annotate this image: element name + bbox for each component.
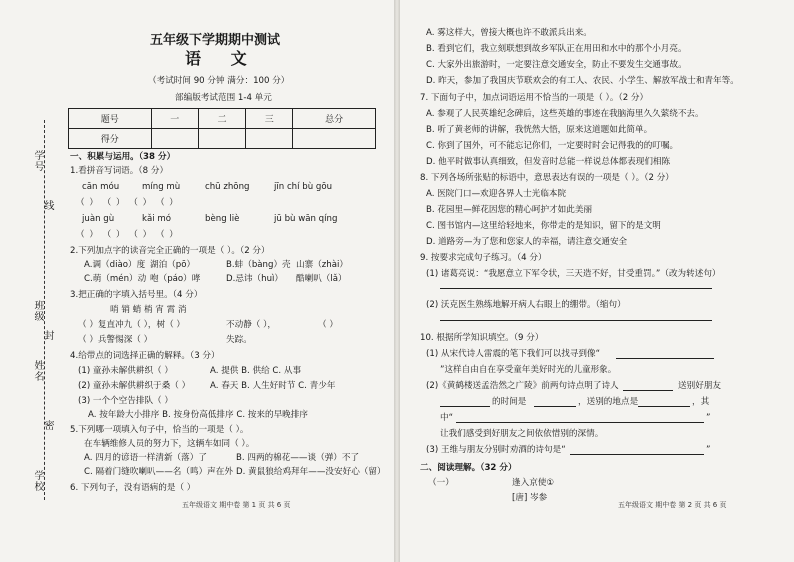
- q9-answer-line-1[interactable]: [440, 288, 712, 289]
- q10-item2-e: ，其: [692, 397, 710, 407]
- page-footer: 五年级语文 期中卷 第 2 页 共 6 页: [618, 501, 727, 509]
- pinyin: chū zhōng: [205, 182, 250, 192]
- q4-item3[interactable]: (3) 一个个空告排队（ ）: [78, 396, 173, 406]
- school-label: 学校: [32, 470, 43, 492]
- reading-part-one: （一）: [428, 478, 454, 488]
- q5-stem[interactable]: 在车辆维修人员的努力下，这辆车如同（ ）。: [84, 439, 255, 449]
- q4-item1[interactable]: (1) 童孙未解供耕织（ ）: [78, 366, 173, 376]
- q2-prompt: 2.下列加点字的读音完全正确的一项是（ ）。（2 分）: [70, 246, 270, 256]
- q2-option-d2: 酷喇叭（lǎ）: [296, 274, 347, 284]
- q7-option-d[interactable]: D. 他平时做事认真细致，但发音时总能一样说总体都表现们相陈: [426, 157, 671, 167]
- q3-prompt: 3.把正确的字填入括号里。（4 分）: [70, 290, 203, 300]
- poem-title: 逢入京使①: [512, 478, 555, 488]
- answer-brackets[interactable]: （ ） （ ） （ ） （ ）: [76, 198, 179, 208]
- q9-item1: (1) 诸葛亮说：“我愿意立下军令状，三天造不好，甘受重罚。”（改为转述句）: [426, 269, 721, 279]
- q3-line2[interactable]: （ ）兵警惕深（ ）: [78, 335, 153, 345]
- score-header-cell: 三: [246, 109, 293, 129]
- q4-item3-options: A. 按年龄大小排序 B. 按身份高低排序 C. 按来的早晚排序: [88, 410, 308, 420]
- q3-line2b: 失踪。: [226, 335, 252, 345]
- q1-prompt: 1.看拼音写词语。（8 分）: [70, 166, 169, 176]
- q10-item2: (2)《黄鹤楼送孟浩然之广陵》前两句诗点明了诗人: [426, 381, 619, 391]
- q5-prompt: 5.下列哪一项填入句子中，恰当的一项是（ ）。: [70, 425, 249, 435]
- right-page: [400, 0, 794, 562]
- subject-title: 语 文: [185, 49, 259, 68]
- q10-prompt: 10. 根据所学知识填空。（9 分）: [420, 333, 544, 343]
- exam-scope: 部编版考试范围 1-4 单元: [175, 93, 272, 103]
- q9-prompt: 9. 按要求完成句子练习。（4 分）: [420, 253, 547, 263]
- score-header-cell: 总分: [293, 109, 376, 129]
- score-header-cell: 题号: [69, 109, 152, 129]
- q2-option-c2: 咆（páo）哮: [150, 274, 201, 284]
- section-one-heading: 一、积累与运用。（38 分）: [70, 152, 176, 162]
- q9-item2: (2) 沃克医生熟练地解开病人右眼上的绷带。（缩句）: [426, 300, 626, 310]
- exam-title: 五年级下学期期中测试: [150, 33, 281, 48]
- q7-option-c[interactable]: C. 你到了国外，可不能忘记你们，一定要时时会记得我的的叮嘱。: [426, 141, 679, 151]
- pinyin: bèng liè: [205, 214, 240, 224]
- q3-line1b[interactable]: 不动静（ ），: [226, 320, 276, 330]
- q10-blank[interactable]: [534, 406, 576, 407]
- pinyin: jū bù wān qíng: [274, 214, 338, 224]
- score-row-label: 得分: [69, 129, 152, 149]
- q8-option-b[interactable]: B. 花园里—鲜花因您的精心呵护才如此美丽: [426, 205, 593, 215]
- q10-item2-f: 中“: [440, 413, 454, 423]
- q7-option-b[interactable]: B. 听了黄老师的讲解，我恍然大悟，原来这道题如此简单。: [426, 125, 653, 135]
- seal-word-seal: 封: [42, 330, 53, 341]
- q10-item2-g: ”: [706, 413, 711, 423]
- q6-prompt: 6. 下列句子，没有语病的是（ ）: [70, 483, 196, 493]
- pinyin: cān móu: [82, 182, 120, 192]
- score-cell[interactable]: [246, 129, 293, 149]
- q2-option-a[interactable]: A.调（diào）度: [84, 260, 146, 270]
- pinyin: míng mù: [142, 182, 181, 192]
- pinyin: jīn chí bù gōu: [274, 182, 333, 192]
- score-cell[interactable]: [293, 129, 376, 149]
- q3-word-bank: 哨 销 蛸 梢 宵 霄 消: [110, 305, 187, 315]
- q10-item3-b: ”: [706, 445, 711, 455]
- q6-option-c[interactable]: C. 大家外出旅游时，一定要注意交通安全，防止不要发生交通事故。: [426, 60, 687, 70]
- q6-option-b[interactable]: B. 看到它们，我立刻联想到故乡军队正在用田和水中的那个小月亮。: [426, 44, 687, 54]
- q5-option-b[interactable]: B. 四两的棉花——谈（弹）不了: [236, 453, 360, 463]
- q8-option-d[interactable]: D. 道路旁—为了您和您家人的幸福，请注意交通安全: [426, 237, 628, 247]
- seal-word-line: 线: [42, 200, 53, 211]
- pinyin: kǎi mó: [142, 214, 171, 224]
- score-header-cell: 二: [198, 109, 245, 129]
- class-label: 班级: [32, 300, 43, 322]
- q6-option-d[interactable]: D. 昨天，参加了我国庆节联欢会的有工人、农民、小学生、解放军战士和青年等。: [426, 76, 739, 86]
- q2-option-a2: 湖泊（pō）: [150, 260, 196, 270]
- q10-blank[interactable]: [616, 358, 714, 359]
- seal-word-secret: 密: [42, 420, 53, 431]
- q10-blank[interactable]: [638, 406, 690, 407]
- q2-option-b[interactable]: B.蚌（bàng）壳: [226, 260, 291, 270]
- q10-item2-h: 让我们感受到好朋友之间依依惜别的深情。: [440, 429, 604, 439]
- answer-brackets[interactable]: （ ） （ ） （ ） （ ）: [76, 230, 179, 240]
- q10-item3: (3) 王维与朋友分别时劝酒的诗句是“: [426, 445, 566, 455]
- score-cell[interactable]: [198, 129, 245, 149]
- q4-item2[interactable]: (2) 童孙未解供耕织于桑（ ）: [78, 381, 191, 391]
- poem-author: [唐] 岑参: [512, 493, 548, 503]
- q10-blank[interactable]: [456, 422, 704, 423]
- q2-option-d[interactable]: D.忌讳（huì）: [226, 274, 284, 284]
- q10-item2-c: 的时间是: [492, 397, 527, 407]
- q3-line1[interactable]: （ ）复直冲九（ ），树（ ）: [78, 320, 186, 330]
- q9-answer-line-2[interactable]: [440, 320, 712, 321]
- q4-item2-options: A. 春天 B. 人生好时节 C. 青少年: [210, 381, 336, 391]
- exam-info: （考试时间 90 分钟 满分：100 分）: [148, 76, 290, 86]
- q6-option-a[interactable]: A. 雾这样大，曾接大概也许不敢派兵出来。: [426, 28, 592, 38]
- q4-prompt: 4.给带点的词选择正确的解释。（3 分）: [70, 351, 220, 361]
- score-header-cell: 一: [151, 109, 198, 129]
- q10-blank[interactable]: [623, 390, 673, 391]
- q3-line1c[interactable]: （ ）: [318, 320, 338, 330]
- q10-item1: (1) 从宋代诗人雷震的笔下我们可以找寻到像“: [426, 349, 601, 359]
- section-two-heading: 二、阅读理解。（32 分）: [420, 463, 517, 473]
- q2-option-c[interactable]: C.萌（mén）动: [84, 274, 147, 284]
- q8-option-c[interactable]: C. 图书馆内—这里给轻地来，你带走的是知识，留下的是文明: [426, 221, 661, 231]
- pinyin: juàn gù: [82, 214, 115, 224]
- q10-item2-b: 送别好朋友: [678, 381, 721, 391]
- q8-option-a[interactable]: A. 医院门口—欢迎各界人士光临本院: [426, 189, 567, 199]
- left-page: [0, 0, 394, 562]
- q5-option-d[interactable]: D. 黄鼠狼给鸡拜年——没安好心（留）: [236, 467, 386, 477]
- q2-option-b2: 山寨（zhài）: [296, 260, 348, 270]
- q4-item1-options: A. 提供 B. 供给 C. 从事: [210, 366, 302, 376]
- q5-option-a[interactable]: A. 四月的谚语一样清新（落）了: [84, 453, 207, 463]
- q10-blank[interactable]: [570, 454, 704, 455]
- page-footer: 五年级语文 期中卷 第 1 页 共 6 页: [182, 501, 291, 509]
- q5-option-c[interactable]: C. 隔着门缝吹喇叭——名（鸣）声在外: [84, 467, 233, 477]
- q8-prompt: 8. 下列各场所张贴的标语中，意思表达有误的一项是（ ）。（2 分）: [420, 173, 674, 183]
- seal-margin: [0, 0, 62, 562]
- q10-item1-tail: ”这样自由自在享受童年美好时光的儿童形象。: [440, 365, 617, 375]
- number-label: 学号: [32, 150, 43, 172]
- q7-prompt: 7. 下面句子中，加点词语运用不恰当的一项是（ ）。（2 分）: [420, 93, 649, 103]
- q10-blank[interactable]: [440, 406, 490, 407]
- q10-item2-d: ，送别的地点是: [578, 397, 639, 407]
- score-cell[interactable]: [151, 129, 198, 149]
- q7-option-a[interactable]: A. 参观了人民英雄纪念碑后，这些英雄的事迹在我脑海里久久萦绕不去。: [426, 109, 704, 119]
- name-label: 姓名: [32, 360, 43, 382]
- score-table: [68, 108, 376, 149]
